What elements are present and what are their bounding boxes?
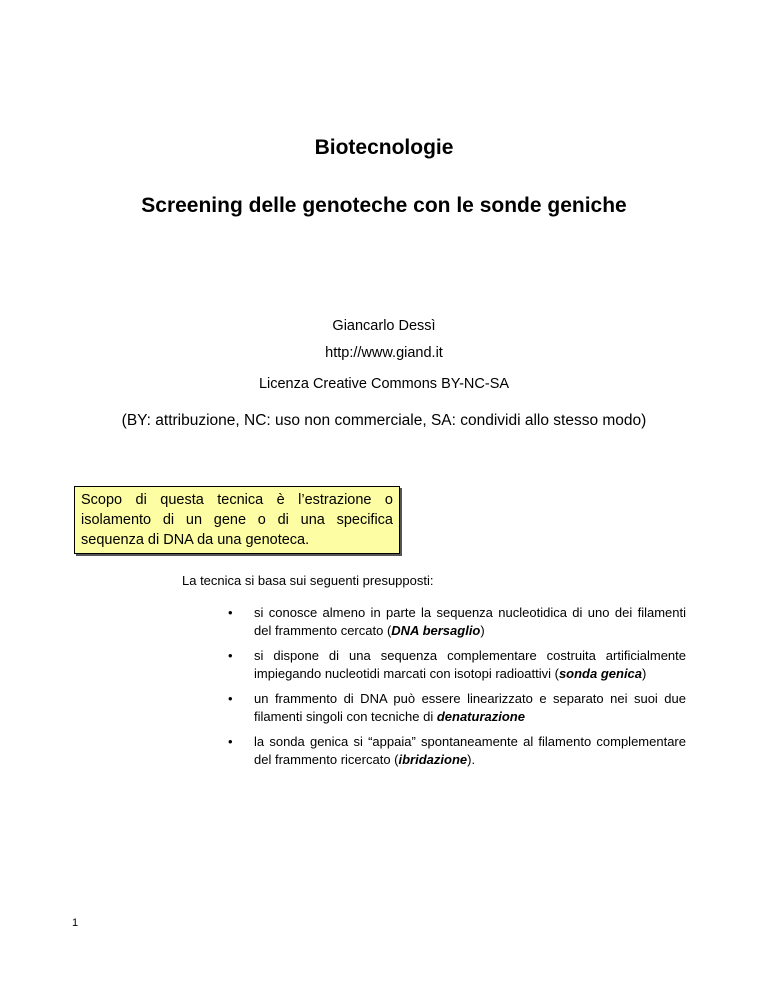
list-item bbox=[228, 733, 686, 769]
bullet-text: si dispone di una sequenza complementare costruita artificialmente impiegando nucleotidi marcati con isotopi radioattivi ( bbox=[254, 648, 686, 681]
bullet-text: un frammento di DNA può essere linearizzato e separato nei suoi due filamenti singoli con tecniche di bbox=[254, 691, 686, 724]
intro-text: La tecnica si basa sui seguenti presupposti: bbox=[182, 573, 434, 588]
presupposti-list bbox=[228, 604, 686, 776]
bullet-emphasis: DNA bersaglio bbox=[391, 623, 481, 638]
bullet-emphasis: ibridazione bbox=[398, 752, 468, 767]
license-note: (BY: attribuzione, NC: uso non commerciale, SA: condividi allo stesso modo) bbox=[121, 412, 647, 429]
bullet-text: la sonda genica si “appaia” spontaneamente al filamento complementare del frammento ricercato ( bbox=[254, 734, 686, 767]
author-website: http://www.giand.it bbox=[325, 345, 443, 361]
document-title: Biotecnologie bbox=[314, 136, 454, 159]
bullet-text-end: ). bbox=[467, 752, 476, 767]
bullet-emphasis: denaturazione bbox=[436, 709, 525, 724]
page-number: 1 bbox=[72, 917, 79, 929]
scope-box: Scopo di questa tecnica è l’estrazione o isolamento di un gene o di una specifica sequenza di DNA da una genoteca. bbox=[74, 486, 400, 554]
list-item bbox=[228, 690, 686, 726]
bullet-emphasis: sonda genica bbox=[558, 666, 643, 681]
bullet-text-end: ) bbox=[642, 666, 647, 681]
list-item bbox=[228, 647, 686, 683]
bullet-text-end: ) bbox=[480, 623, 485, 638]
bullet-text: si conosce almeno in parte la sequenza nucleotidica di uno dei filamenti del frammento cercato ( bbox=[254, 605, 686, 638]
document-subtitle: Screening delle genoteche con le sonde geniche bbox=[141, 194, 627, 217]
license-line: Licenza Creative Commons BY-NC-SA bbox=[258, 376, 510, 392]
list-item bbox=[228, 604, 686, 640]
author-name: Giancarlo Dessì bbox=[332, 318, 436, 334]
